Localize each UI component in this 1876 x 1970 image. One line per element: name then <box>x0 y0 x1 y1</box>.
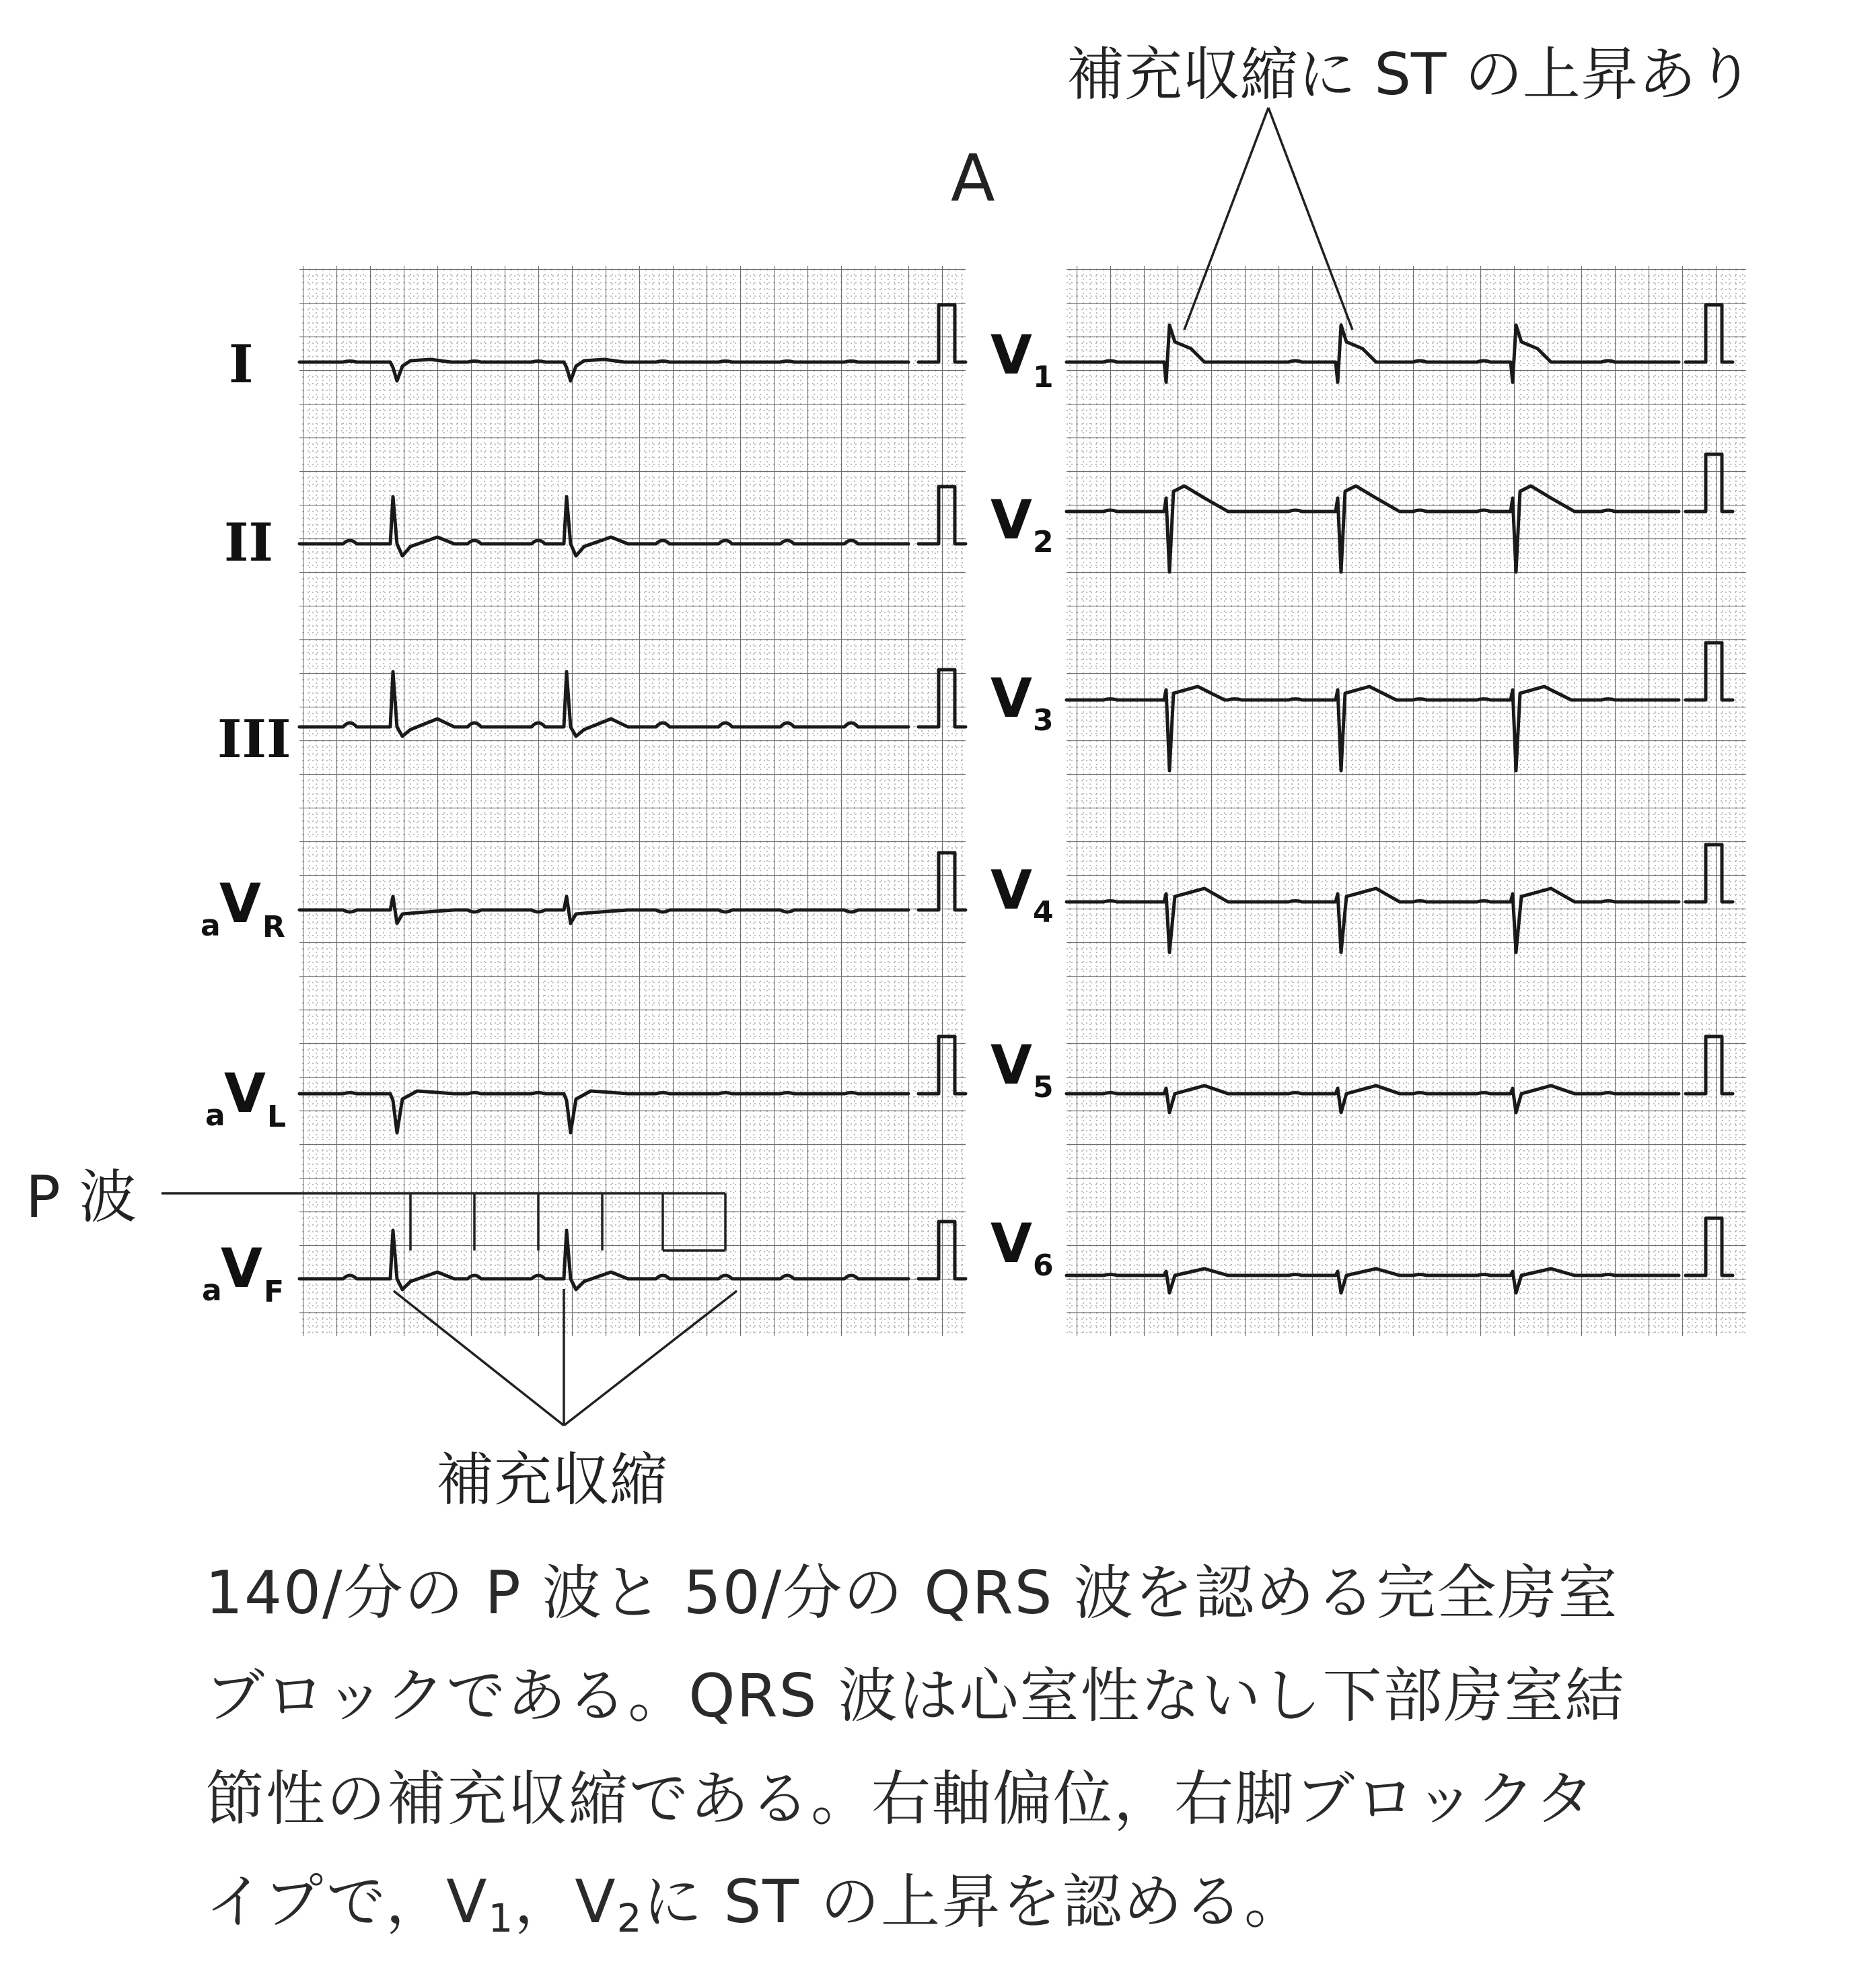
caption-subscript-1: 1 <box>488 1895 515 1941</box>
lead-label-V2 <box>990 489 1054 559</box>
panel-letter: A <box>951 141 995 216</box>
svg-text:2: 2 <box>1033 525 1054 559</box>
svg-text:R: R <box>262 910 285 944</box>
caption-line-2: ブロックである。QRS 波は心室性ないし下部房室結 <box>205 1661 1626 1730</box>
svg-text:F: F <box>264 1275 285 1309</box>
p-wave-annotation: P 波 <box>26 1164 137 1231</box>
svg-text:a: a <box>201 909 221 943</box>
caption-line-4-part-b: ，V <box>514 1867 617 1936</box>
lead-label-aVL <box>205 1062 286 1134</box>
limb-lead-grid <box>299 266 966 1336</box>
lead-label-III: III <box>217 709 291 770</box>
st-elevation-annotation: 補充収縮に ST の上昇あり <box>1067 41 1754 108</box>
caption-line-4-part-a: イプで，V <box>205 1867 489 1936</box>
svg-text:V: V <box>990 324 1032 386</box>
escape-beat-annotation: 補充収縮 <box>436 1446 668 1514</box>
lead-label-V5 <box>990 1034 1054 1104</box>
svg-text:5: 5 <box>1033 1070 1054 1104</box>
svg-text:V: V <box>990 1212 1032 1275</box>
caption-line-1: 140/分の P 波と 50/分の QRS 波を認める完全房室 <box>205 1558 1619 1627</box>
svg-text:V: V <box>224 1062 266 1125</box>
caption-line-3: 節性の補充収縮である。右軸偏位，右脚ブロックタ <box>205 1764 1596 1833</box>
lead-label-I: I <box>229 334 254 395</box>
caption-line-4-part-c: に ST の上昇を認める。 <box>643 1867 1305 1936</box>
svg-text:V: V <box>221 1237 262 1300</box>
caption-subscript-2: 2 <box>616 1895 643 1941</box>
svg-text:a: a <box>205 1098 225 1133</box>
lead-label-V4 <box>990 859 1054 929</box>
caption <box>205 1541 1753 1970</box>
svg-text:a: a <box>202 1273 222 1308</box>
svg-text:L: L <box>267 1100 287 1134</box>
caption-line-4 <box>205 1850 1753 1970</box>
svg-text:1: 1 <box>1033 360 1054 394</box>
svg-text:V: V <box>990 489 1032 551</box>
svg-text:V: V <box>990 859 1032 921</box>
svg-text:4: 4 <box>1033 895 1054 929</box>
svg-text:6: 6 <box>1033 1248 1054 1283</box>
chest-lead-grid <box>1067 266 1746 1336</box>
svg-text:V: V <box>990 1034 1032 1096</box>
lead-label-II: II <box>224 512 273 573</box>
svg-text:V: V <box>990 667 1032 730</box>
svg-text:3: 3 <box>1033 703 1054 738</box>
lead-label-V1 <box>990 324 1054 394</box>
lead-label-aVR <box>201 872 285 944</box>
lead-label-aVF <box>202 1237 284 1309</box>
lead-label-V6 <box>990 1212 1054 1283</box>
lead-label-V3 <box>990 667 1054 738</box>
svg-text:V: V <box>219 872 261 935</box>
